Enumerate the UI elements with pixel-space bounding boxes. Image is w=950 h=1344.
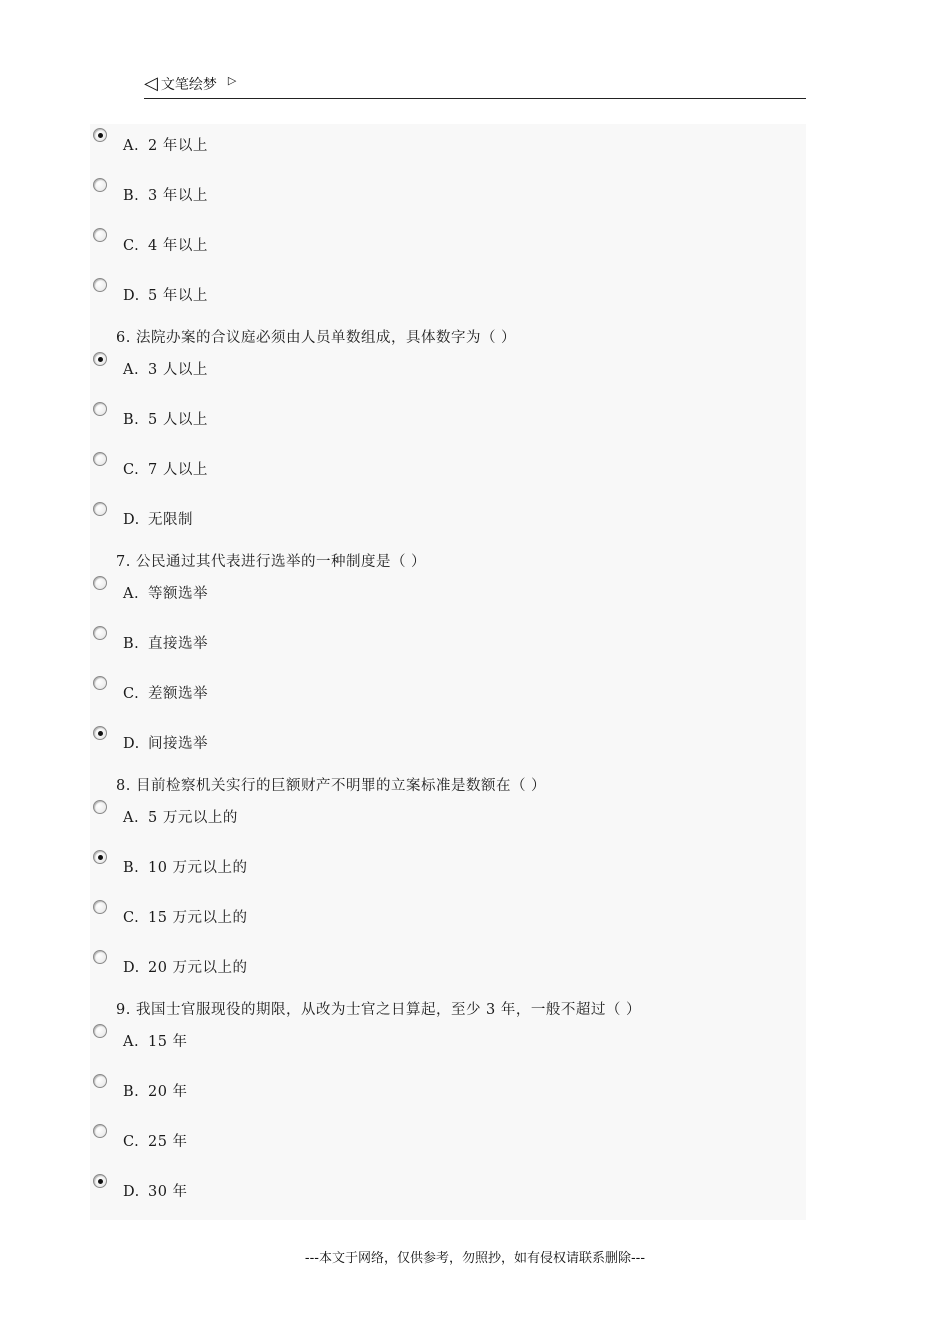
q9-option-b[interactable] xyxy=(90,1070,806,1120)
radio-icon[interactable] xyxy=(93,278,107,292)
option-text: 5 年以上 xyxy=(148,288,208,304)
option-text: 15 年 xyxy=(148,1034,188,1050)
radio-icon[interactable] xyxy=(93,1174,107,1188)
radio-icon[interactable] xyxy=(93,726,107,740)
q5-option-d[interactable] xyxy=(90,274,806,324)
radio-icon[interactable] xyxy=(93,900,107,914)
q8-option-d[interactable] xyxy=(90,946,806,996)
option-text: 3 人以上 xyxy=(148,362,208,378)
q5-option-c[interactable] xyxy=(90,224,806,274)
q5-option-a[interactable] xyxy=(90,124,806,174)
quiz-content xyxy=(90,124,806,1220)
q9-option-a[interactable] xyxy=(90,1020,806,1070)
q9-option-d[interactable] xyxy=(90,1170,806,1220)
q6-option-b[interactable] xyxy=(90,398,806,448)
footer-disclaimer: ---本文于网络，仅供参考，勿照抄，如有侵权请联系删除--- xyxy=(304,1251,646,1266)
radio-icon[interactable] xyxy=(93,502,107,516)
radio-icon[interactable] xyxy=(93,452,107,466)
q8-option-c[interactable] xyxy=(90,896,806,946)
brand-text: 文笔绘梦 xyxy=(160,77,217,93)
header-brand xyxy=(144,74,236,94)
option-text: 等额选举 xyxy=(148,586,208,602)
triangle-left-icon: ◁ xyxy=(144,73,158,94)
option-text: 25 年 xyxy=(148,1134,188,1150)
option-letter: D. xyxy=(123,736,140,752)
option-text: 间接选举 xyxy=(148,736,208,752)
radio-icon[interactable] xyxy=(93,1074,107,1088)
option-letter: B. xyxy=(123,636,140,652)
option-text: 无限制 xyxy=(148,512,193,528)
q6-option-c[interactable] xyxy=(90,448,806,498)
option-letter: D. xyxy=(123,512,140,528)
option-text: 15 万元以上的 xyxy=(148,910,248,926)
radio-icon[interactable] xyxy=(93,626,107,640)
option-letter: B. xyxy=(123,1084,140,1100)
radio-icon[interactable] xyxy=(93,178,107,192)
option-text: 7 人以上 xyxy=(148,462,208,478)
radio-icon[interactable] xyxy=(93,228,107,242)
option-letter: A. xyxy=(123,810,140,826)
radio-icon[interactable] xyxy=(93,576,107,590)
option-letter: D. xyxy=(123,288,140,304)
q7-option-b[interactable] xyxy=(90,622,806,672)
option-letter: C. xyxy=(123,238,140,254)
option-letter: C. xyxy=(123,462,140,478)
q6-option-d[interactable] xyxy=(90,498,806,548)
q9-question: 9. 我国士官服现役的期限，从改为士官之日算起，至少 3 年，一般不超过（ ） xyxy=(116,1002,641,1018)
option-letter: C. xyxy=(123,686,140,702)
option-letter: B. xyxy=(123,860,140,876)
option-letter: A. xyxy=(123,362,140,378)
q7-question: 7. 公民通过其代表进行选举的一种制度是（ ） xyxy=(116,554,427,570)
q7-option-d[interactable] xyxy=(90,722,806,772)
radio-icon[interactable] xyxy=(93,850,107,864)
option-letter: A. xyxy=(123,1034,140,1050)
option-text: 20 年 xyxy=(148,1084,188,1100)
option-letter: B. xyxy=(123,188,140,204)
option-letter: A. xyxy=(123,138,140,154)
radio-icon[interactable] xyxy=(93,800,107,814)
page-header xyxy=(144,70,806,99)
option-text: 20 万元以上的 xyxy=(148,960,248,976)
option-text: 直接选举 xyxy=(148,636,208,652)
option-text: 2 年以上 xyxy=(148,138,208,154)
radio-icon[interactable] xyxy=(93,950,107,964)
option-letter: D. xyxy=(123,960,140,976)
radio-icon[interactable] xyxy=(93,352,107,366)
option-letter: D. xyxy=(123,1184,140,1200)
option-text: 差额选举 xyxy=(148,686,208,702)
q8-option-b[interactable] xyxy=(90,846,806,896)
radio-icon[interactable] xyxy=(93,1024,107,1038)
q6-question: 6. 法院办案的合议庭必须由人员单数组成，具体数字为（ ） xyxy=(116,330,517,346)
q8-question: 8. 目前检察机关实行的巨额财产不明罪的立案标准是数额在（ ） xyxy=(116,778,547,794)
option-letter: B. xyxy=(123,412,140,428)
q6-option-a[interactable] xyxy=(90,348,806,398)
q7-option-c[interactable] xyxy=(90,672,806,722)
option-letter: C. xyxy=(123,910,140,926)
q9-option-c[interactable] xyxy=(90,1120,806,1170)
radio-icon[interactable] xyxy=(93,402,107,416)
triangle-right-icon: ▷ xyxy=(227,73,237,87)
option-text: 5 人以上 xyxy=(148,412,208,428)
q5-option-b[interactable] xyxy=(90,174,806,224)
radio-icon[interactable] xyxy=(93,676,107,690)
option-text: 5 万元以上的 xyxy=(148,810,238,826)
option-letter: C. xyxy=(123,1134,140,1150)
q7-option-a[interactable] xyxy=(90,572,806,622)
option-text: 30 年 xyxy=(148,1184,188,1200)
radio-icon[interactable] xyxy=(93,1124,107,1138)
radio-icon[interactable] xyxy=(93,128,107,142)
option-text: 10 万元以上的 xyxy=(148,860,248,876)
q8-option-a[interactable] xyxy=(90,796,806,846)
option-text: 4 年以上 xyxy=(148,238,208,254)
option-letter: A. xyxy=(123,586,140,602)
option-text: 3 年以上 xyxy=(148,188,208,204)
